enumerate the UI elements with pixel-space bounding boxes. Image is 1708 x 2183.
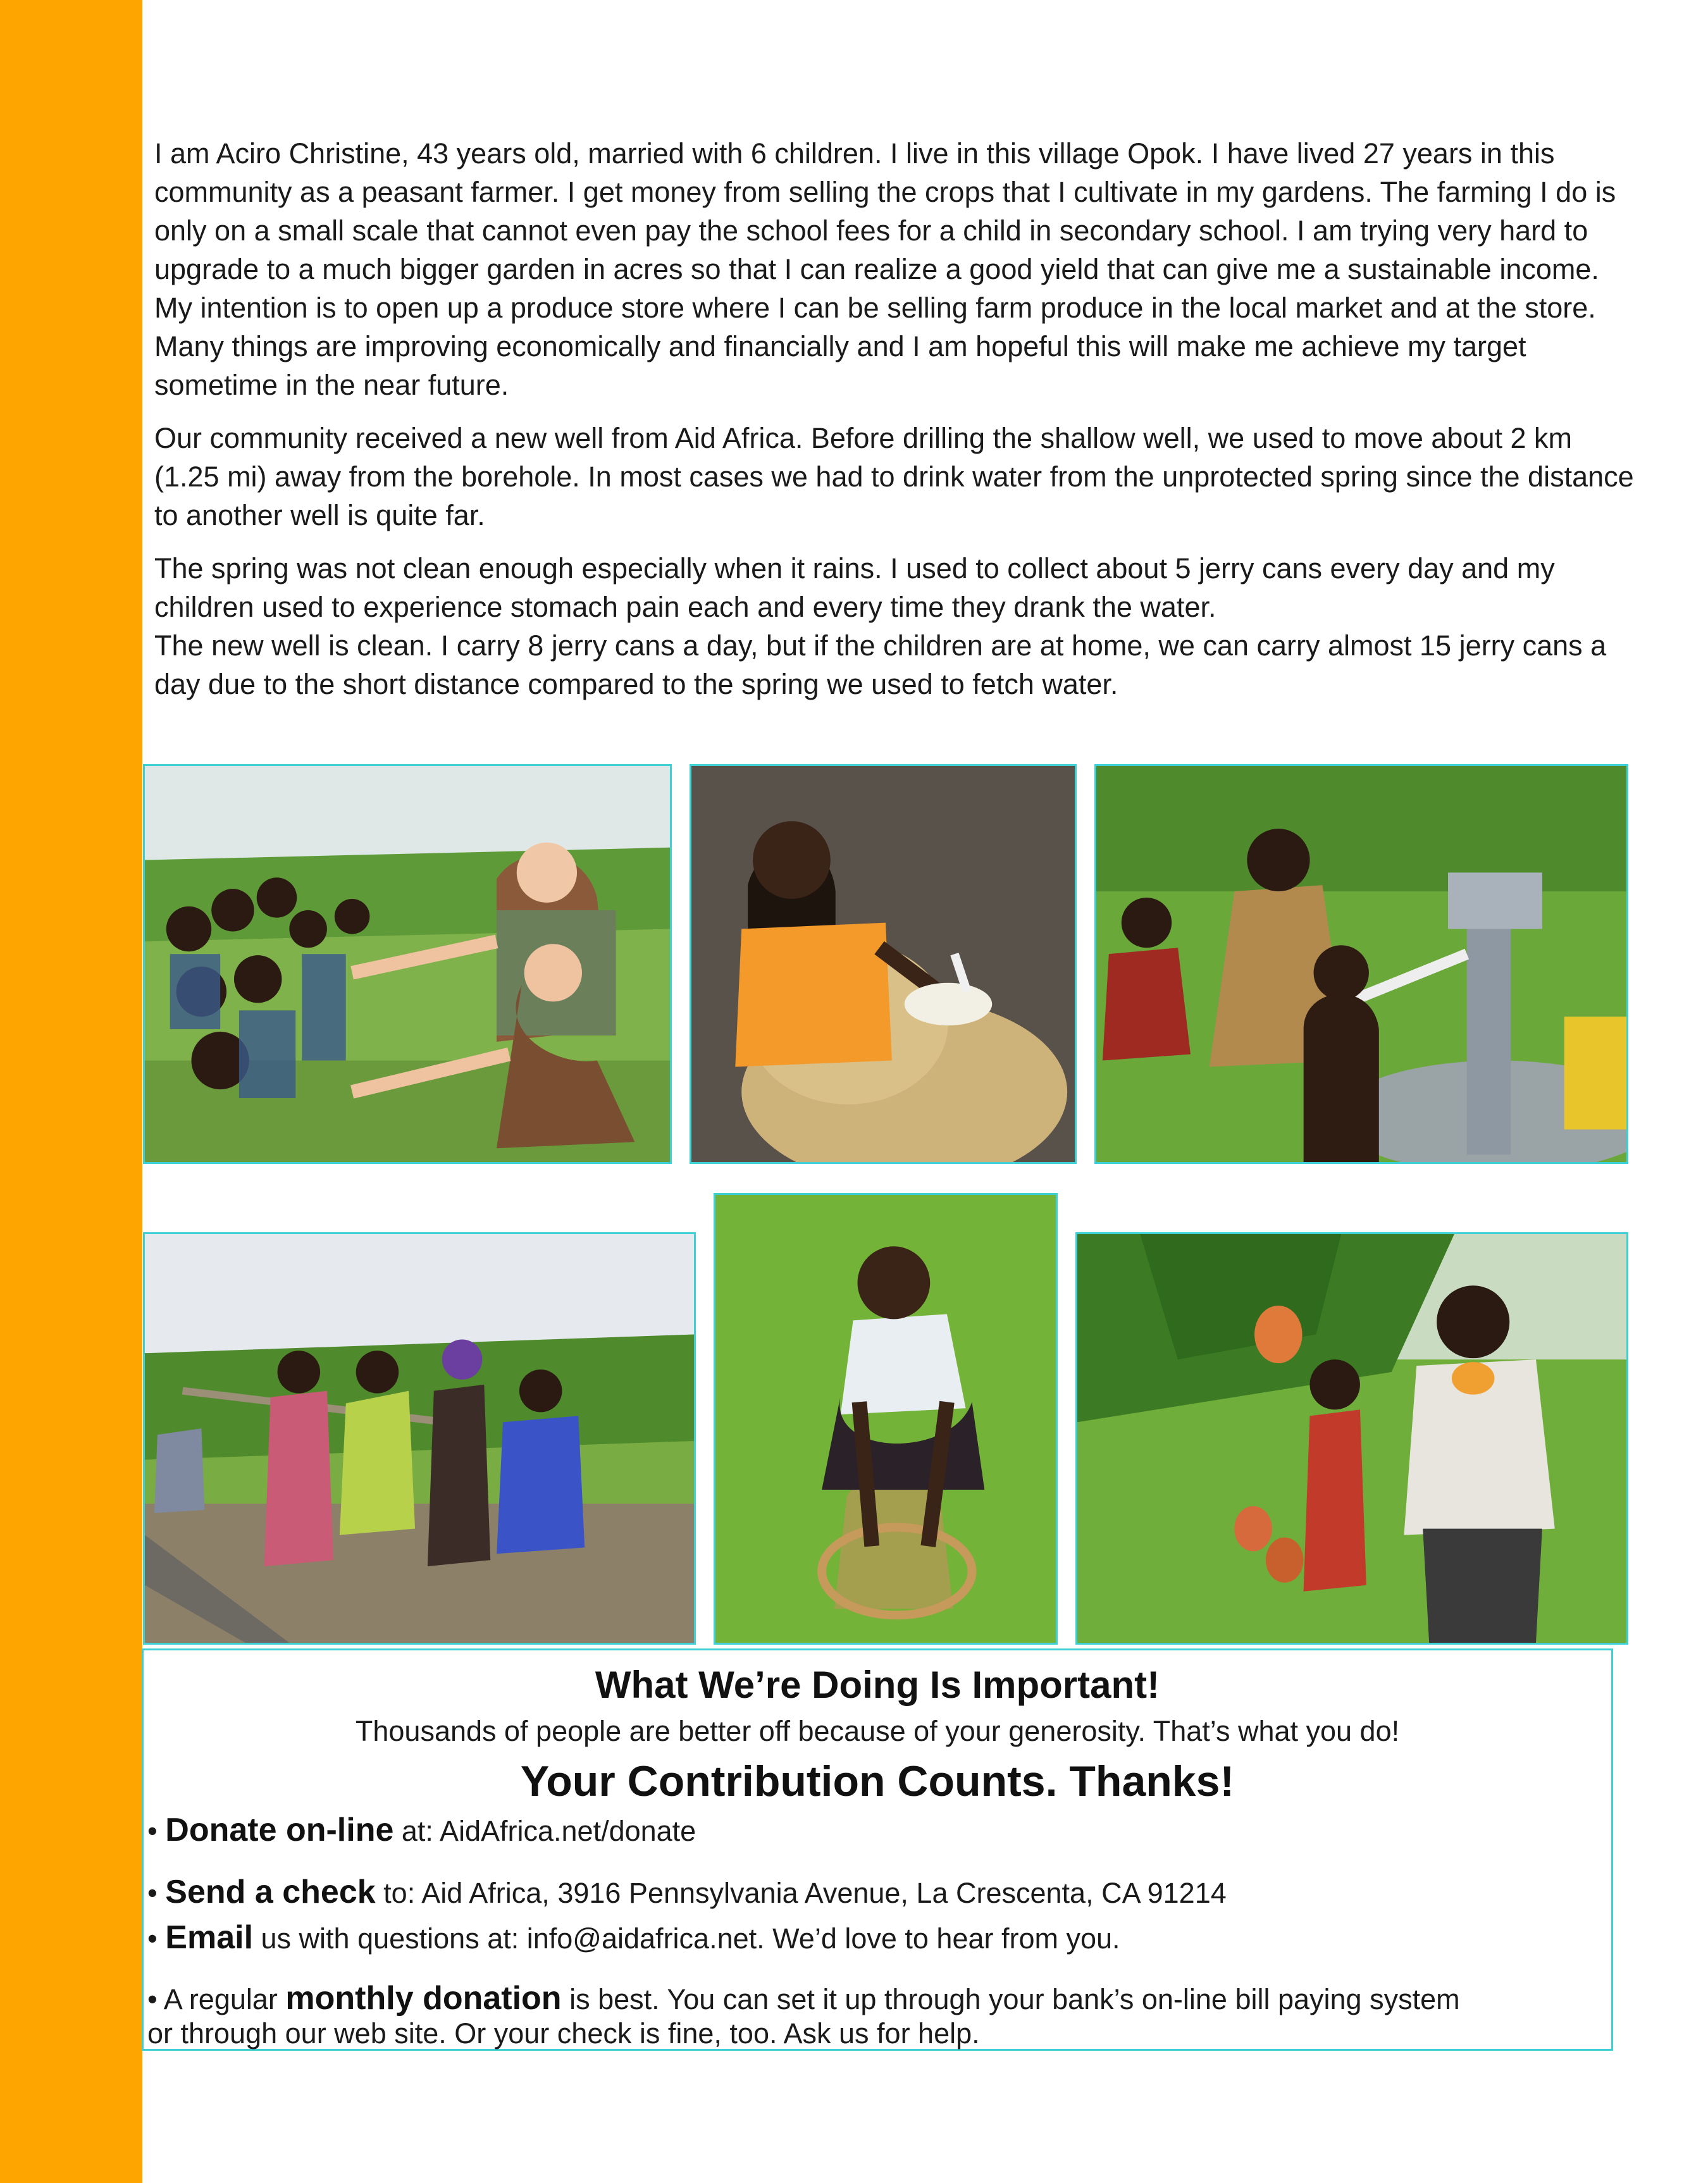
monthly-donation-label: monthly donation: [285, 1980, 562, 2017]
donation-info-box: [142, 1648, 1613, 2051]
bullet: •: [147, 1983, 158, 2015]
monthly-donation-text: is best. You can set it up through your bank’s on-line bill paying system: [561, 1983, 1460, 2015]
send-check-label: Send a check: [165, 1874, 376, 1910]
story-paragraph-2: Our community received a new well from Aid Africa. Before drilling the shallow well, we used to move about 2 km (1.25 mi) away from the borehole. In most cases we had to drink water from the unprotected spring since the distance to another well is quite far.: [154, 422, 1634, 531]
donate-online-label: Donate on-line: [165, 1812, 394, 1848]
info-subheading: Thousands of people are better off because of your generosity. That’s what you do!: [355, 1715, 1400, 1747]
email-label: Email: [165, 1919, 254, 1956]
email-text[interactable]: us with questions at: info@aidafrica.net. We’d love to hear from you.: [253, 1922, 1120, 1955]
send-check-line: [147, 1873, 1227, 1911]
story-paragraph-4: The new well is clean. I carry 8 jerry cans a day, but if the children are at home, we can carry almost 15 jerry cans a day due to the short distance compared to the spring we used to fetch water.: [154, 629, 1607, 700]
photo-man-mango-tree: [1075, 1232, 1628, 1645]
info-heading: What We’re Doing Is Important!: [595, 1664, 1160, 1706]
photo-children-greeting: [143, 764, 672, 1164]
bullet: •: [147, 1922, 158, 1955]
story-text: [154, 134, 1635, 718]
photo-drilling-team: [143, 1232, 696, 1645]
monthly-donation-line: [147, 1979, 1460, 2017]
story-paragraph-1: I am Aciro Christine, 43 years old, married with 6 children. I live in this village Opok. I have lived 27 years in this community as a peasant farmer. I get money from selling the crops that I cultivate in my gardens. The farming I do is only on a small scale that cannot even pay the school fees for a child in secondary school. I am trying very hard to upgrade to a much bigger garden in acres so that I can realize a good yield that can give me a sustainable income. My intention is to open up a produce store where I can be selling farm produce in the local market and at the store. Many things are improving economically and financially and I am hopeful this will make me achieve my target sometime in the near future.: [154, 137, 1616, 401]
bullet: •: [147, 1815, 158, 1847]
email-line: [147, 1919, 1120, 1957]
story-paragraph-3: The spring was not clean enough especially when it rains. I used to collect about 5 jerry cans every day and my children used to experience stomach pain each and every time they drank the water.: [154, 552, 1555, 623]
donate-online-line: [147, 1811, 696, 1849]
monthly-prefix: A regular: [157, 1983, 286, 2015]
monthly-donation-line-2: or through our web site. Or your check is fine, too. Ask us for help.: [147, 2017, 980, 2050]
photo-girl-pouring: [690, 764, 1077, 1164]
bullet: •: [147, 1877, 158, 1909]
photo-children-pump: [1094, 764, 1628, 1164]
info-heading-2: Your Contribution Counts. Thanks!: [520, 1757, 1235, 1805]
photo-woman-planting: [714, 1193, 1058, 1645]
send-check-text: to: Aid Africa, 3916 Pennsylvania Avenue, La Crescenta, CA 91214: [375, 1877, 1227, 1909]
donate-online-text[interactable]: at: AidAfrica.net/donate: [393, 1815, 696, 1847]
